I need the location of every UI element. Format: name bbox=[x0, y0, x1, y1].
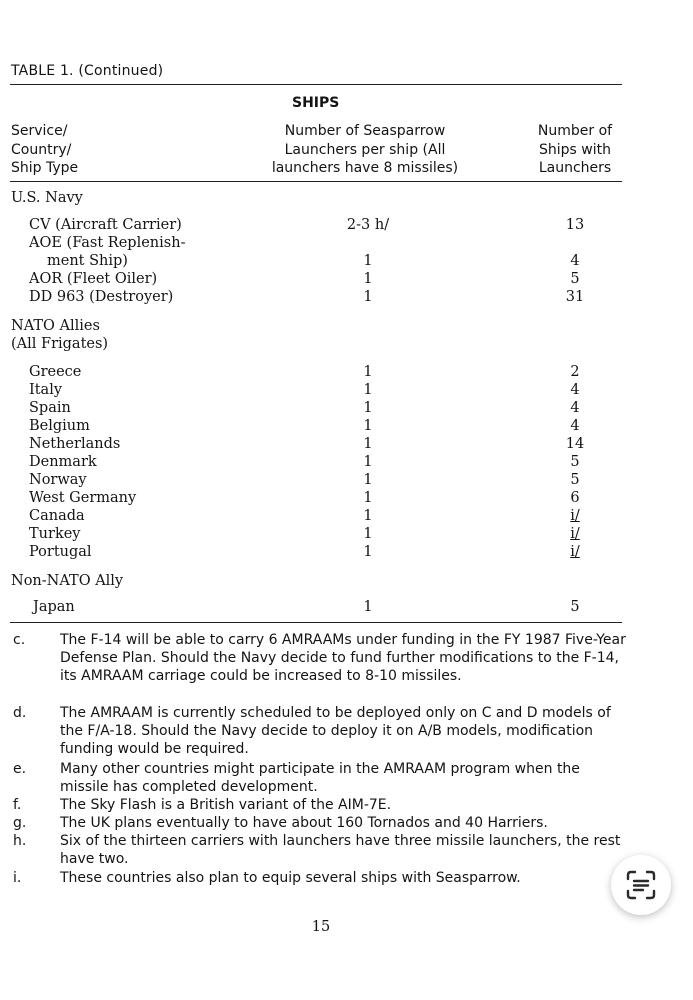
footnote-text: The F-14 will be able to carry 6 AMRAAMs under funding in the FY 1987 Five-Year Defense Plan. Should the Navy decide to fund further modifications to the F-14, its AMRAAM carriage could be increased to 8-10 missiles. bbox=[60, 632, 626, 684]
ship-type: Denmark bbox=[29, 454, 97, 470]
group-line: NATO Allies bbox=[11, 318, 100, 334]
group-non-nato: Non-NATO Ally bbox=[11, 573, 124, 589]
table-row bbox=[0, 543, 693, 561]
footnote bbox=[13, 814, 628, 832]
ship-count: 4 bbox=[570, 253, 580, 269]
footnote bbox=[13, 760, 628, 796]
header-line: Country/ bbox=[11, 141, 72, 158]
header-line: Ships with bbox=[539, 141, 611, 158]
ship-type: Belgium bbox=[29, 418, 90, 434]
scan-text-button[interactable] bbox=[611, 855, 671, 915]
ship-type: ment Ship) bbox=[47, 253, 128, 269]
ship-count: 2 bbox=[570, 364, 580, 380]
launcher-count: 1 bbox=[363, 400, 373, 416]
header-rule bbox=[10, 181, 622, 182]
table-row bbox=[0, 399, 693, 417]
header-line: Service/ bbox=[11, 123, 68, 139]
footnote-key: c. bbox=[13, 632, 26, 648]
footnote-text: These countries also plan to equip several ships with Seasparrow. bbox=[60, 870, 521, 886]
table-row bbox=[0, 489, 693, 507]
footnote bbox=[13, 869, 628, 887]
footnote bbox=[13, 631, 628, 703]
group-nato-allies bbox=[11, 317, 108, 353]
footnote-text: Many other countries might participate in the AMRAAM program when the missile has completed development. bbox=[60, 761, 580, 795]
table-row bbox=[0, 270, 693, 288]
header-line: Number of bbox=[537, 123, 613, 139]
launcher-count: 1 bbox=[363, 436, 373, 452]
bottom-rule bbox=[10, 622, 622, 623]
ship-type: CV (Aircraft Carrier) bbox=[29, 217, 182, 233]
footnote bbox=[13, 704, 628, 758]
table-row bbox=[0, 507, 693, 525]
ship-type: West Germany bbox=[29, 490, 137, 506]
footnote-text: The Sky Flash is a British variant of the AIM-7E. bbox=[60, 797, 392, 813]
launcher-count: 1 bbox=[363, 599, 373, 615]
ship-count: 13 bbox=[565, 217, 585, 233]
launcher-count: 1 bbox=[363, 526, 373, 542]
table-row bbox=[0, 453, 693, 471]
launcher-count: 1 bbox=[363, 454, 373, 470]
footnote-key: g. bbox=[13, 815, 27, 831]
group-us-navy: U.S. Navy bbox=[11, 190, 83, 206]
table-row bbox=[0, 598, 693, 616]
header-line: Launchers per ship (All bbox=[284, 141, 446, 158]
header-service-country bbox=[11, 122, 151, 178]
header-ships-with-launchers bbox=[520, 122, 630, 178]
ship-count: 5 bbox=[570, 454, 580, 470]
launcher-count: 1 bbox=[363, 490, 373, 506]
ship-count: 14 bbox=[565, 436, 585, 452]
footnote bbox=[13, 832, 628, 868]
footnote bbox=[13, 796, 628, 814]
scan-text-icon bbox=[624, 868, 658, 902]
ship-count: 5 bbox=[570, 472, 580, 488]
footnote-key: f. bbox=[13, 797, 22, 813]
table-row bbox=[0, 288, 693, 306]
footnote-key: d. bbox=[13, 705, 27, 721]
ship-type: DD 963 (Destroyer) bbox=[29, 289, 174, 305]
ship-count: 5 bbox=[570, 271, 580, 287]
ship-type: AOE (Fast Replenish- bbox=[29, 235, 186, 251]
ship-type: Spain bbox=[29, 400, 71, 416]
table-row bbox=[0, 471, 693, 489]
ship-type: Japan bbox=[33, 599, 75, 615]
table-row bbox=[0, 252, 693, 270]
ship-count: 5 bbox=[570, 599, 580, 615]
top-rule bbox=[10, 84, 622, 85]
header-line: Number of Seasparrow bbox=[284, 123, 446, 139]
launcher-count: 1 bbox=[363, 508, 373, 524]
ship-count: i/ bbox=[570, 526, 580, 542]
footnote-text: Six of the thirteen carriers with launchers have three missile launchers, the rest have two. bbox=[60, 833, 621, 867]
footnote-text: The AMRAAM is currently scheduled to be deployed only on C and D models of the F/A-18. Should the Navy decide to deploy it on A/B models, modification funding would be required. bbox=[60, 705, 611, 757]
table-row bbox=[0, 216, 693, 234]
ship-count: 4 bbox=[570, 418, 580, 434]
table-row bbox=[0, 381, 693, 399]
footnote-key: i. bbox=[13, 870, 22, 886]
page-number: 15 bbox=[311, 919, 331, 935]
launcher-count: 1 bbox=[363, 289, 373, 305]
table-row bbox=[0, 417, 693, 435]
launcher-count: 1 bbox=[363, 382, 373, 398]
ship-count: 6 bbox=[570, 490, 580, 506]
section-title: SHIPS bbox=[292, 95, 340, 111]
header-launchers-per-ship bbox=[250, 122, 480, 178]
ship-count: 31 bbox=[565, 289, 585, 305]
launcher-count: 1 bbox=[363, 271, 373, 287]
table-row bbox=[0, 435, 693, 453]
footnote-key: e. bbox=[13, 761, 27, 777]
group-line: (All Frigates) bbox=[11, 336, 109, 352]
ship-count: 4 bbox=[570, 382, 580, 398]
table-row bbox=[0, 234, 693, 252]
launcher-count: 2-3 h/ bbox=[346, 217, 390, 233]
ship-count: i/ bbox=[570, 544, 580, 560]
table-caption: TABLE 1. (Continued) bbox=[11, 63, 164, 79]
launcher-count: 1 bbox=[363, 544, 373, 560]
footnote-key: h. bbox=[13, 833, 27, 849]
table-row bbox=[0, 363, 693, 381]
ship-type: Portugal bbox=[29, 544, 92, 560]
ship-type: Canada bbox=[29, 508, 85, 524]
ship-count: 4 bbox=[570, 400, 580, 416]
ship-type: Turkey bbox=[29, 526, 81, 542]
ship-type: Netherlands bbox=[29, 436, 121, 452]
header-line: Ship Type bbox=[11, 160, 79, 176]
launcher-count: 1 bbox=[363, 472, 373, 488]
header-line: launchers have 8 missiles) bbox=[271, 160, 459, 176]
ship-count: i/ bbox=[570, 508, 580, 524]
launcher-count: 1 bbox=[363, 253, 373, 269]
header-line: Launchers bbox=[538, 160, 612, 176]
ship-type: Greece bbox=[29, 364, 82, 380]
ship-type: Italy bbox=[29, 382, 63, 398]
ship-type: AOR (Fleet Oiler) bbox=[29, 271, 158, 287]
launcher-count: 1 bbox=[363, 364, 373, 380]
table-row bbox=[0, 525, 693, 543]
footnote-text: The UK plans eventually to have about 160 Tornados and 40 Harriers. bbox=[60, 815, 548, 831]
ship-type: Norway bbox=[29, 472, 87, 488]
launcher-count: 1 bbox=[363, 418, 373, 434]
